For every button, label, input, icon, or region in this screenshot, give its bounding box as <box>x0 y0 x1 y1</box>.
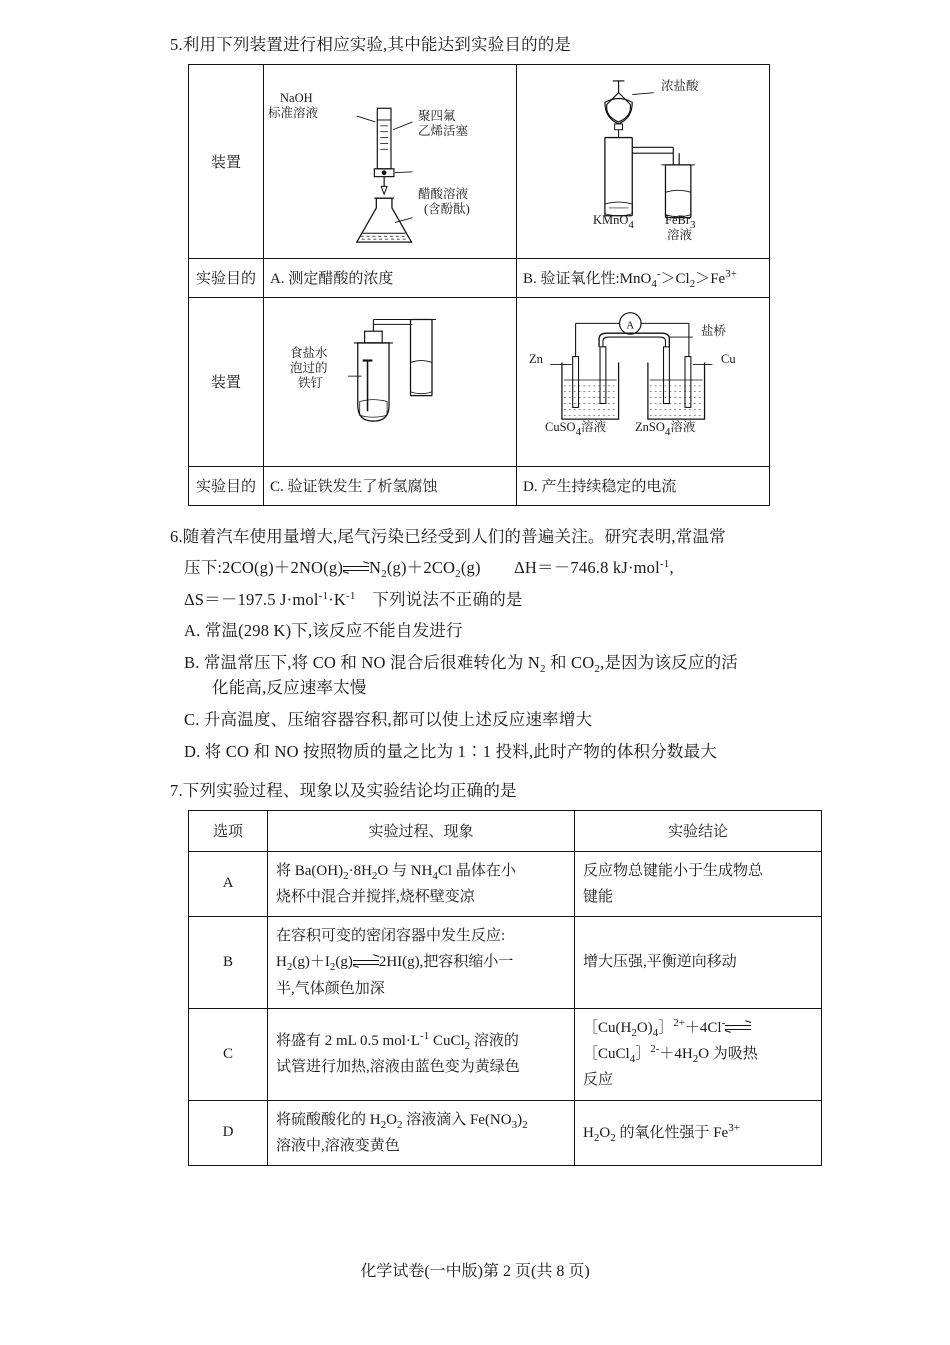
figure-a-label-phenolphthalein: (含酚酞) <box>424 201 470 216</box>
page-content <box>170 32 785 1166</box>
question-6-line-2 <box>170 555 785 581</box>
header-conclusion: 实验结论 <box>575 810 822 851</box>
table-row-device-2 <box>189 297 770 466</box>
figure-d-label-salt-bridge: 盐桥 <box>701 323 727 338</box>
question-5-table <box>188 64 770 506</box>
row-conclusion-a-line1: 反应物总键能小于生成物总 <box>583 862 764 879</box>
table-row-purpose-1 <box>189 258 770 297</box>
row-label-device-1: 装置 <box>189 64 264 258</box>
row-conclusion-b: 增大压强,平衡逆向移动 <box>575 917 822 1009</box>
figure-b-label-febr3: FeBr3 <box>665 212 696 231</box>
row-option-c: C <box>189 1008 268 1100</box>
figure-d-label-cu: Cu <box>721 351 736 366</box>
figure-b <box>517 65 769 258</box>
question-5-stem: 5.利用下列装置进行相应实验,其中能达到实验目的的是 <box>170 35 572 54</box>
row-option-b: B <box>189 917 268 1009</box>
figure-c-label-nail: 铁钉 <box>298 375 324 390</box>
header-option: 选项 <box>189 810 268 851</box>
figure-d-cell <box>517 297 770 466</box>
table-row <box>189 917 822 1009</box>
row-label-device-2: 装置 <box>189 297 264 466</box>
figure-b-label-kmno4: KMnO4 <box>593 212 634 231</box>
equilibrium-arrow-icon <box>343 564 369 574</box>
svg-text:A: A <box>626 318 635 331</box>
table-row-device-1 <box>189 64 770 258</box>
figure-d-label-cuso4: CuSO4溶液 <box>545 419 607 438</box>
question-6-line-2-pre: 压下:2CO(g)＋2NO(g) <box>184 558 344 578</box>
question-6-option-b: B. 常温常压下,将 CO 和 NO 混合后很难转化为 N2 和 CO2,是因为该反应的活 <box>184 652 738 675</box>
figure-b-cell <box>517 64 770 258</box>
purpose-b: B. 验证氧化性:MnO4-＞Cl2＞Fe3+ <box>517 258 770 297</box>
row-process-a: 将 Ba(OH)2·8H2O 与 NH4Cl 晶体在小 烧杯中混合并搅拌,烧杯壁变凉 <box>268 851 575 917</box>
figure-a-label-stopcock: 乙烯活塞 <box>418 123 469 138</box>
header-process: 实验过程、现象 <box>268 810 575 851</box>
row-conclusion-c: ［Cu(H2O)4］2+＋4Cl- ［CuCl4］2-＋4H2O 为吸热 反应 <box>575 1008 822 1100</box>
row-process-c: 将盛有 2 mL 0.5 mol·L-1 CuCl2 溶液的 试管进行加热,溶液由蓝色变为黄绿色 <box>268 1008 575 1100</box>
table-row-purpose-2 <box>189 466 770 505</box>
row-label-purpose-1: 实验目的 <box>189 258 264 297</box>
question-6-line-3: ΔS＝－197.5 J·mol-1·K-1 下列说法不正确的是 <box>184 589 523 609</box>
row-label-purpose-2: 实验目的 <box>189 466 264 505</box>
question-6-option-a: A. 常温(298 K)下,该反应不能自发进行 <box>184 621 463 641</box>
table-row <box>189 851 822 917</box>
figure-c <box>264 298 516 466</box>
equilibrium-arrow-icon <box>353 958 379 968</box>
table-header-row <box>189 810 822 851</box>
figure-d-svg <box>517 298 769 466</box>
figure-d-label-zn: Zn <box>529 351 543 366</box>
purpose-a: A. 测定醋酸的浓度 <box>264 258 517 297</box>
table-row <box>189 1008 822 1100</box>
question-6-option-d: D. 将 CO 和 NO 按照物质的量之比为 1∶1 投料,此时产物的体积分数最大 <box>184 741 717 761</box>
row-conclusion-a <box>575 851 822 917</box>
figure-a-label-acetic-solution: 醋酸溶液 <box>418 186 469 201</box>
figure-a-label-ptfe: 聚四氟 <box>418 108 456 123</box>
row-option-a: A <box>189 851 268 917</box>
figure-c-cell <box>264 297 517 466</box>
figure-c-label-soaked: 泡过的 <box>290 360 328 375</box>
figure-b-label-solution: 溶液 <box>667 227 693 242</box>
row-conclusion-d: H2O2 的氧化性强于 Fe3+ <box>575 1100 822 1166</box>
row-conclusion-a-line2: 键能 <box>583 888 614 905</box>
question-7-stem: 7.下列实验过程、现象以及实验结论均正确的是 <box>170 781 517 801</box>
row-process-d: 将硫酸酸化的 H2O2 溶液滴入 Fe(NO3)2 溶液中,溶液变黄色 <box>268 1100 575 1166</box>
table-row <box>189 1100 822 1166</box>
figure-b-label-hcl: 浓盐酸 <box>661 78 699 93</box>
figure-d-label-znso4: ZnSO4溶液 <box>635 419 696 438</box>
figure-a-label-standard-solution: 标准溶液 <box>268 105 319 120</box>
question-6-option-c: C. 升高温度、压缩容器容积,都可以使上述反应速率增大 <box>184 709 593 729</box>
question-6-option-b-cont: 化能高,反应速率太慢 <box>212 678 367 698</box>
purpose-c: C. 验证铁发生了析氢腐蚀 <box>264 466 517 505</box>
question-6-line-1: 6.随着汽车使用量增大,尾气污染已经受到人们的普遍关注。研究表明,常温常 <box>170 526 726 546</box>
figure-b-svg <box>517 65 769 258</box>
question-7-table <box>188 810 822 1167</box>
page-footer: 化学试卷(一中版)第 2 页(共 8 页) <box>360 1263 590 1280</box>
figure-a-label-naoh: NaOH <box>280 90 313 105</box>
purpose-d: D. 产生持续稳定的电流 <box>517 466 770 505</box>
row-option-d: D <box>189 1100 268 1166</box>
row-process-b: 在容积可变的密闭容器中发生反应: H2(g)＋I2(g) 2HI(g),把容积缩小一 半,气体颜色加深 <box>268 917 575 1009</box>
figure-a <box>264 65 516 258</box>
figure-c-label-brine: 食盐水 <box>290 345 328 360</box>
equilibrium-arrow-icon <box>725 1023 751 1033</box>
figure-a-cell <box>264 64 517 258</box>
question-6-line-2-post: N2(g)＋2CO2(g) ΔH＝－746.8 kJ·mol-1, <box>369 558 674 581</box>
figure-d <box>517 298 769 466</box>
